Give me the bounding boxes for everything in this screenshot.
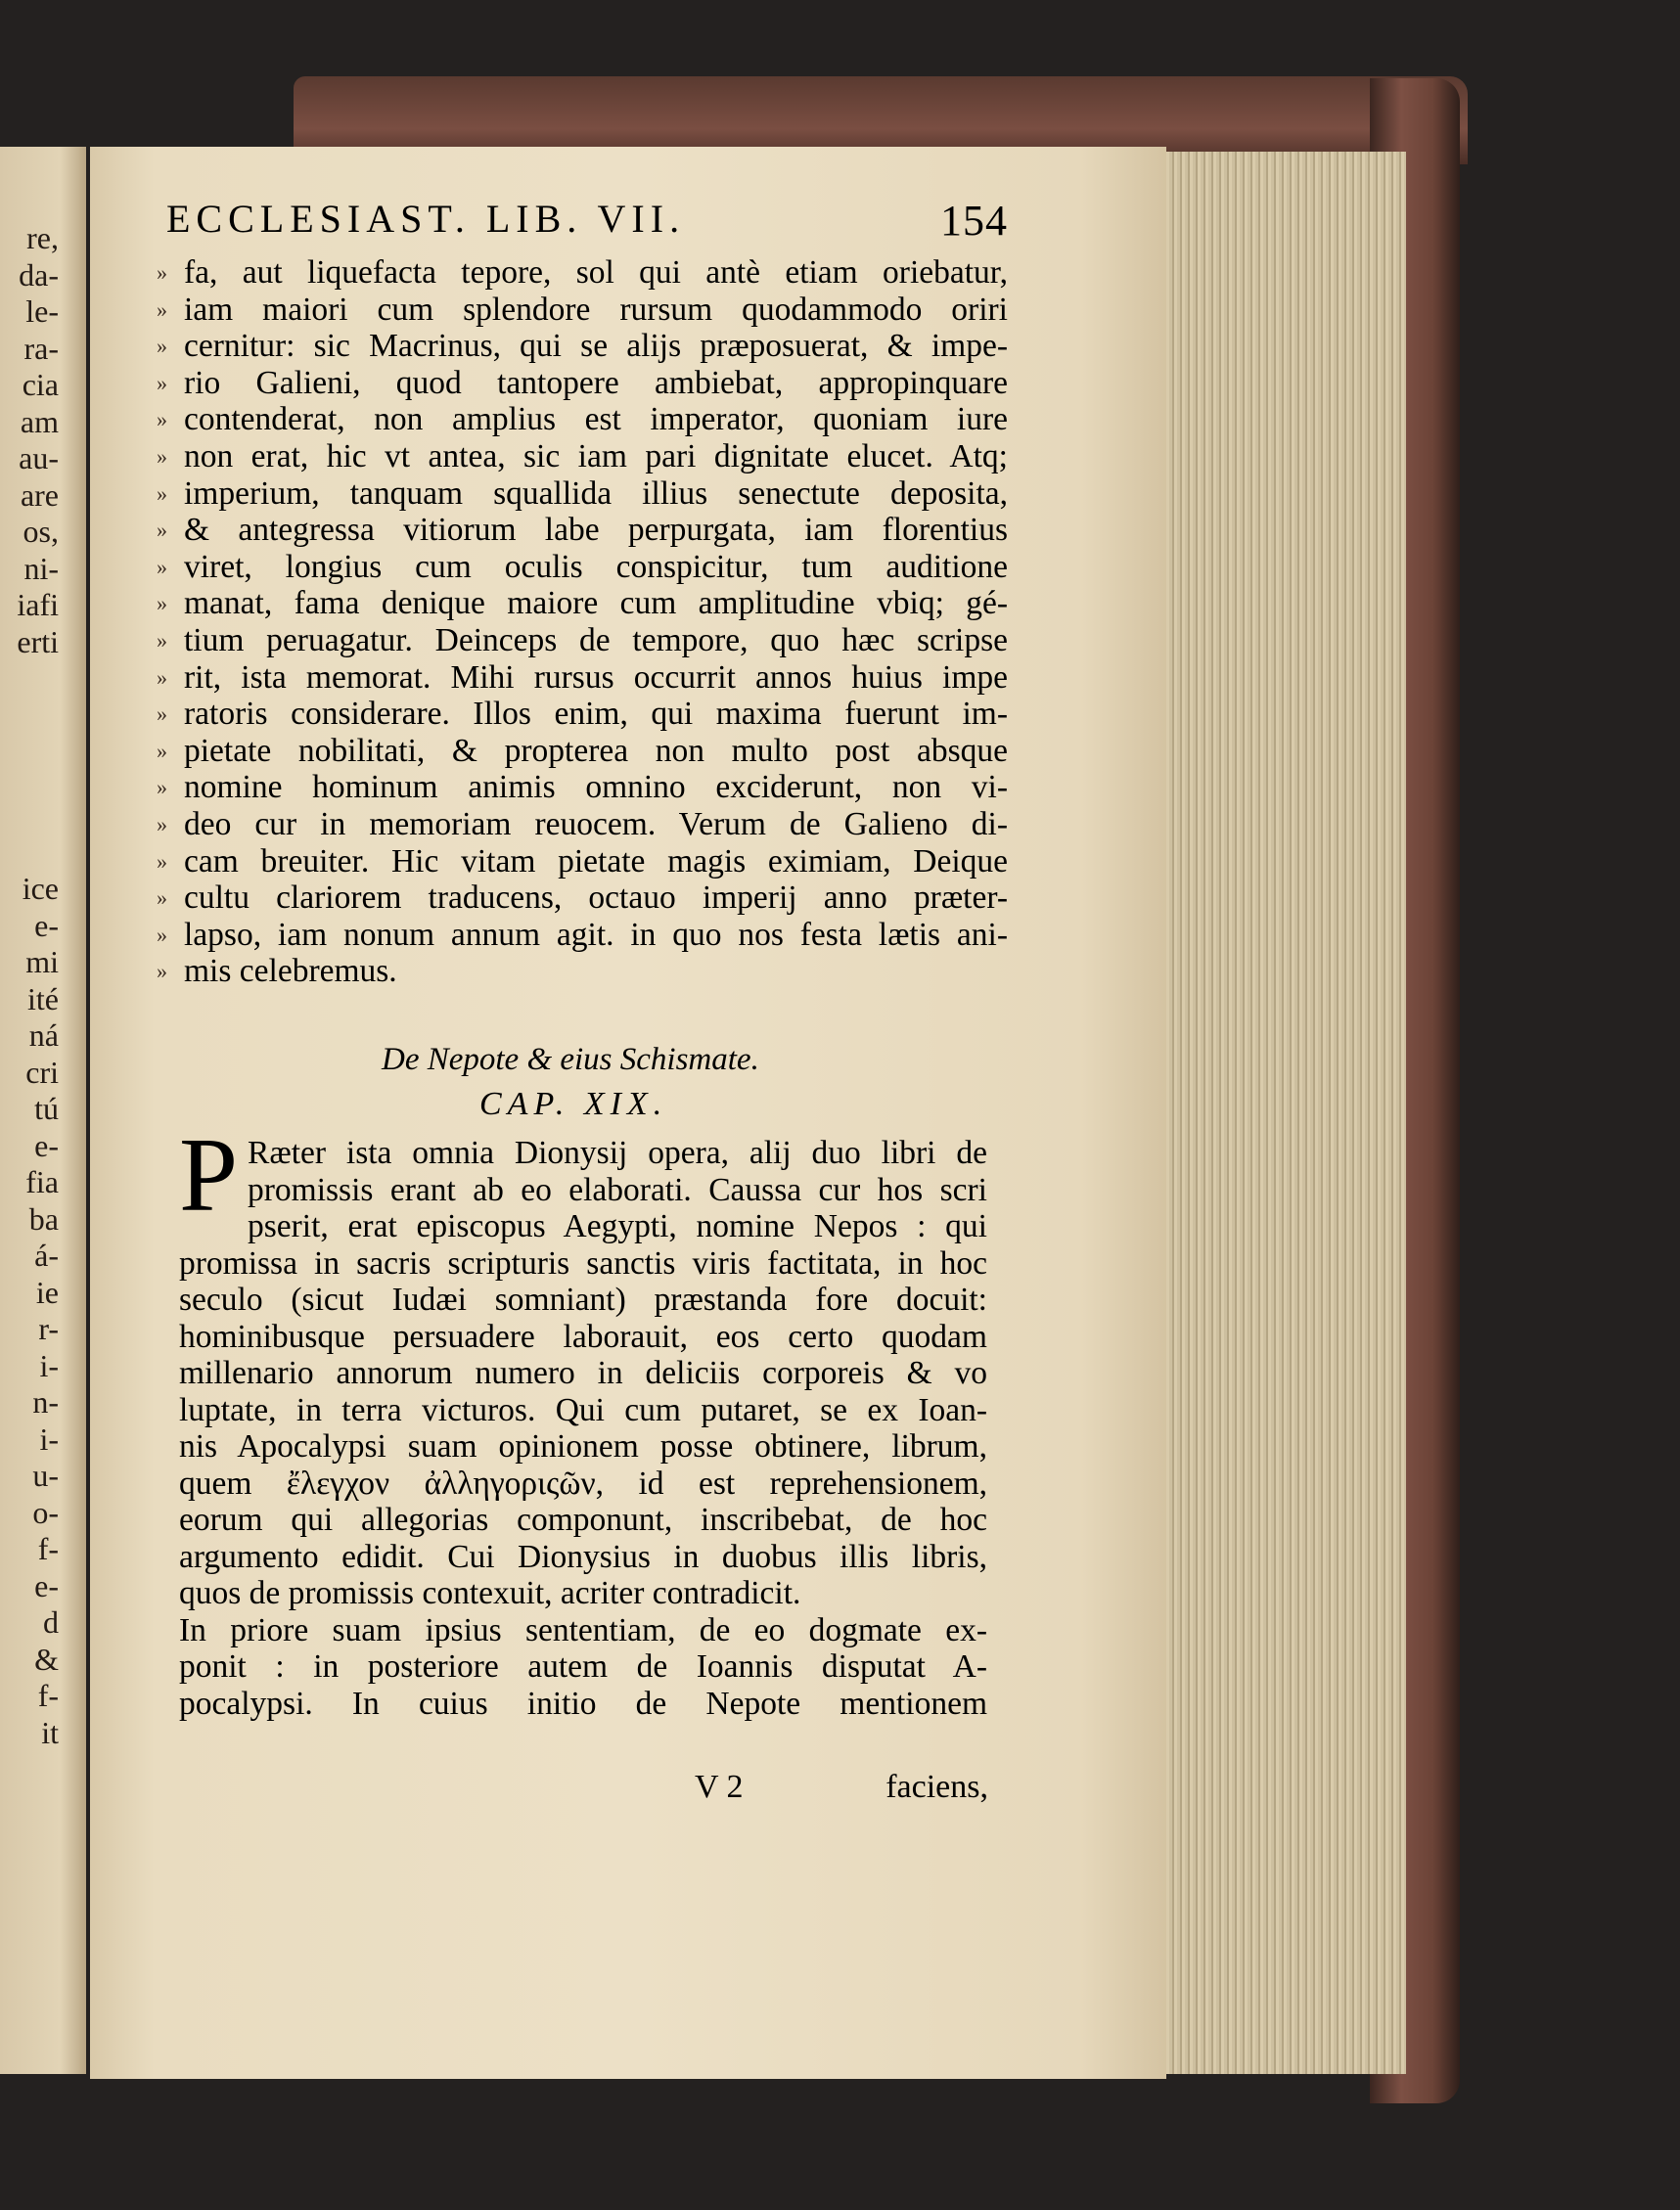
page-number: 154 <box>940 197 1008 245</box>
catchword: faciens, <box>885 1769 988 1805</box>
text-line: eorum qui allegorias componunt, inscribebat, de hoc <box>179 1502 987 1538</box>
text-line: » viret, longius cum oculis conspicitur, tum auditione <box>157 549 1008 586</box>
left-line: ie <box>35 1274 59 1310</box>
text-line: » fa, aut liquefacta tepore, sol qui antè etiam oriebatur, <box>157 254 1008 292</box>
running-title: ECCLESIAST. LIB. VII. <box>166 197 686 241</box>
text-line: » iam maiori cum splendore rursum quodammodo oriri <box>157 292 1008 329</box>
left-line: d <box>43 1604 59 1640</box>
left-line: i- <box>39 1347 59 1383</box>
left-line: n- <box>32 1384 59 1420</box>
text-line: seculo (sicut Iudæi somniant) præstanda fore docuit: <box>179 1282 987 1318</box>
text-line: » deo cur in memoriam reuocem. Verum de Galieno di- <box>157 806 1008 843</box>
text-line: » ratoris considerare. Illos enim, qui maxima fuerunt im- <box>157 696 1008 733</box>
left-line: f- <box>37 1678 59 1713</box>
left-line: u- <box>32 1458 59 1493</box>
text-line: » contenderat, non amplius est imperator, quoniam iure <box>157 401 1008 438</box>
left-line: iafi <box>17 587 59 622</box>
left-line: tú <box>34 1091 59 1126</box>
left-page-text-bottom <box>0 871 59 1751</box>
left-line: o- <box>32 1494 59 1530</box>
left-line: ba <box>28 1200 59 1237</box>
left-line: au- <box>19 440 59 475</box>
drop-cap: P <box>179 1117 239 1234</box>
text-line: promissa in sacris scripturis sanctis viris factitata, in hoc <box>179 1244 987 1282</box>
page-footer <box>695 1769 988 1808</box>
left-line: r- <box>38 1311 59 1346</box>
text-line: quem ἔλεγχον ἀλληγοριςῶν, id est reprehensionem, <box>179 1465 987 1502</box>
left-line: f- <box>37 1531 59 1566</box>
left-line: am <box>20 403 59 439</box>
left-line: are <box>20 476 59 513</box>
left-line: ice <box>22 871 59 906</box>
chapter-number: CAP. XIX. <box>479 1086 668 1122</box>
left-line: da- <box>19 256 59 293</box>
text-line: » tium peruagatur. Deinceps de tempore, quo hæc scripse <box>157 622 1008 659</box>
page-fore-edges <box>1159 152 1406 2074</box>
paragraph-1 <box>157 254 1008 990</box>
text-line: » mis celebremus. <box>157 953 1008 990</box>
left-line: ra- <box>23 330 59 366</box>
left-line: ité <box>27 980 59 1016</box>
text-line: » & antegressa vitiorum labe perpurgata, iam florentius <box>157 512 1008 549</box>
left-line: ni- <box>23 550 59 586</box>
text-line: » lapso, iam nonum annum agit. in quo nos festa lætis ani- <box>157 917 1008 954</box>
left-line: re, <box>26 220 59 255</box>
text-line: In priore suam ipsius sententiam, de eo dogmate ex- <box>179 1611 987 1648</box>
left-line: mi <box>25 944 59 979</box>
left-line: erti <box>17 623 59 659</box>
paragraph-2 <box>179 1135 987 1722</box>
text-line: ponit : in posteriore autem de Ioannis disputat A- <box>179 1648 987 1685</box>
text-line: » cernitur: sic Macrinus, qui se alijs præposuerat, & impe- <box>157 328 1008 365</box>
text-line: » rit, ista memorat. Mihi rursus occurrit annos huius impe <box>157 659 1008 697</box>
text-line: » cam breuiter. Hic vitam pietate magis eximiam, Deique <box>157 843 1008 880</box>
left-line: e- <box>34 1567 59 1603</box>
left-line: it <box>41 1714 59 1750</box>
text-line: Ræter ista omnia Dionysij opera, alij duo libri de <box>248 1135 987 1171</box>
left-line: ná <box>28 1017 59 1053</box>
left-line: le- <box>25 293 59 329</box>
left-line: os, <box>23 514 59 549</box>
text-line: » pietate nobilitati, & propterea non multo post absque <box>157 733 1008 770</box>
text-line: nis Apocalypsi suam opinionem posse obtinere, librum, <box>179 1428 987 1465</box>
running-header <box>166 196 1008 254</box>
left-line: cri <box>25 1054 59 1090</box>
text-line: quos de promissis contexuit, acriter contradicit. <box>179 1575 801 1611</box>
text-line: millenario annorum numero in deliciis corporeis & vo <box>179 1355 987 1391</box>
text-line: luptate, in terra victuros. Qui cum putaret, se ex Ioan- <box>179 1391 987 1428</box>
left-page-text-top <box>0 220 59 660</box>
left-line: cia <box>22 367 59 402</box>
text-line: promissis erant ab eo elaborati. Caussa cur hos scri <box>248 1171 987 1208</box>
left-line: & <box>34 1641 59 1677</box>
text-line: argumento edidit. Cui Dionysius in duobus illis libris, <box>179 1538 987 1575</box>
text-line: pserit, erat episcopus Aegypti, nomine Nepos : qui <box>248 1208 987 1244</box>
text-line: pocalypsi. In cuius initio de Nepote mentionem <box>179 1685 987 1722</box>
text-line: » imperium, tanquam squallida illius senectute deposita, <box>157 475 1008 513</box>
chapter-title: De Nepote & eius Schismate. <box>382 1042 759 1077</box>
left-line: á- <box>34 1238 59 1273</box>
text-line: » cultu clariorem traducens, octauo imperij anno præter- <box>157 879 1008 917</box>
text-line: » non erat, hic vt antea, sic iam pari dignitate elucet. Atq; <box>157 438 1008 475</box>
text-line: hominibusque persuadere laborauit, eos certo quodam <box>179 1318 987 1355</box>
left-line: e- <box>34 907 59 943</box>
left-line: i- <box>39 1421 59 1457</box>
text-line: » manat, fama denique maiore cum amplitudine vbiq; gé- <box>157 585 1008 622</box>
left-line: fia <box>25 1164 59 1199</box>
text-line: » rio Galieni, quod tantopere ambiebat, appropinquare <box>157 365 1008 402</box>
text-line: » nomine hominum animis omnino exciderunt, non vi- <box>157 769 1008 806</box>
left-line: e- <box>34 1127 59 1163</box>
signature-mark: V 2 <box>695 1769 744 1805</box>
